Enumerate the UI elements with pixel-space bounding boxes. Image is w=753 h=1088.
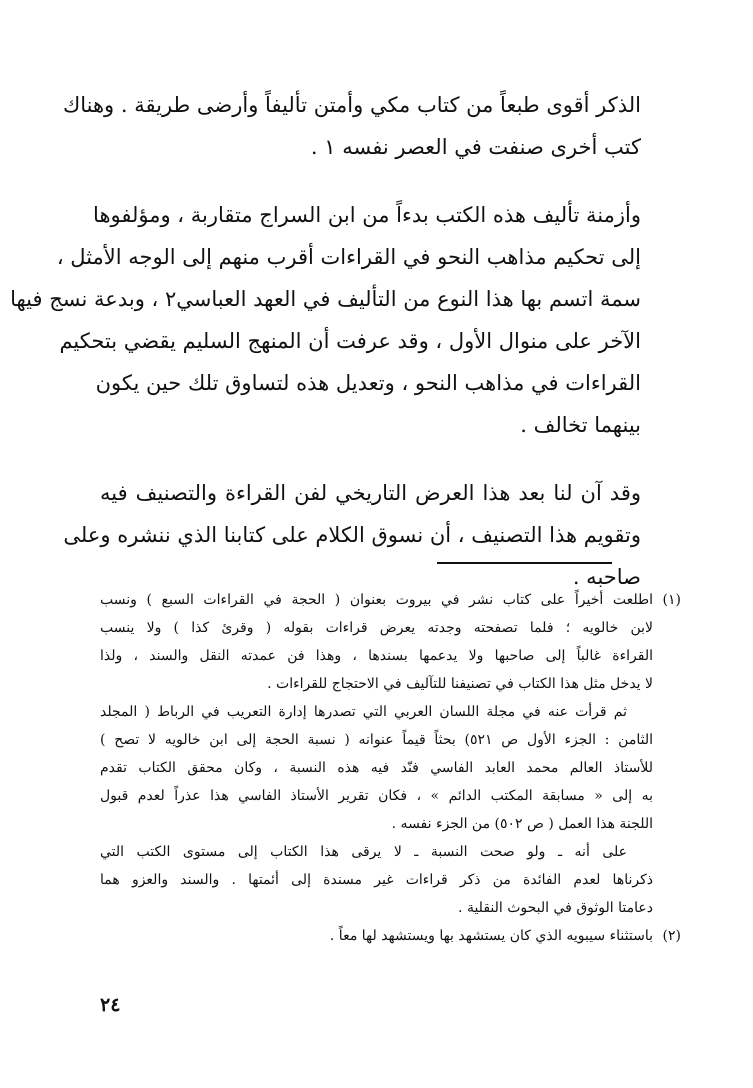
- footnote-line: به إلى « مسابقة المكتب الدائم » ، فكان تقرير الأستاذ الفاسي هذا عذراً لعدم قبول: [100, 788, 653, 804]
- footnote-line: على أنه ـ ولو صحت النسبة ـ لا يرقى هذا الكتاب إلى مستوى الكتب التي: [100, 844, 627, 860]
- footnote-line: اللجنة هذا العمل ( ص ٥٠٢) من الجزء نفسه .: [391, 816, 653, 832]
- footnote-line: اطلعت أخيراً على كتاب نشر في بيروت بعنوان ( الحجة في القراءات السبع ) ونسب: [100, 592, 653, 608]
- footnote-marker: (١): [662, 592, 681, 608]
- footnote-line: لا يدخل مثل هذا الكتاب في تصنيفنا للتآليف في الاحتجاج للقراءات .: [267, 676, 653, 692]
- footnote-line: ذكرناها لعدم الفائدة من ذكر قراءات غير مسندة إلى أئمتها . والسند والعزو هما: [100, 872, 653, 888]
- text-line: القراءات في مذاهب النحو ، وتعديل هذه لتساوق تلك حين يكون: [95, 371, 641, 395]
- text-line: إلى تحكيم مذاهب النحو في القراءات أقرب منهم إلى الوجه الأمثل ،: [56, 245, 641, 269]
- footnote-line: للأستاذ العالم محمد العابد الفاسي فنّد فيه هذه النسبة ، وكان محقق الكتاب تقدم: [100, 760, 653, 776]
- footnote-line: باستثناء سيبويه الذي كان يستشهد بها ويستشهد لها معاً .: [329, 928, 653, 944]
- text-line: وأزمنة تأليف هذه الكتب بدءاً من ابن السراج متقاربة ، ومؤلفوها: [93, 203, 641, 227]
- footnote-line: القراءة غالباً إلى صاحبها ولا يدعمها بسندها ، وهذا فن عمدته النقل والسند ، ولذا: [100, 648, 653, 664]
- footnotes: [100, 586, 681, 950]
- footnote-line: الثامن : الجزء الأول ص ٥٢١) بحثاً قيماً عنوانه ( نسبة الحجة إلى ابن خالويه لا تصح ): [100, 732, 653, 748]
- paragraph-1: [62, 84, 641, 168]
- footnote-line: ثم قرأت عنه في مجلة اللسان العربي التي تصدرها إدارة التعريب في الرباط ( المجلد: [100, 704, 627, 720]
- paragraph-2: [10, 194, 641, 446]
- paragraph-3: [63, 472, 641, 598]
- text-line: وتقويم هذا التصنيف ، أن نسوق الكلام على كتابنا الذي ننشره وعلى: [63, 523, 641, 547]
- footnote-line: دعامتا الوثوق في البحوث النقلية .: [458, 900, 653, 916]
- footnote-line: لابن خالويه ؛ فلما تصفحته وجدته يعرض قراءات بقوله ( وقرئ كذا ) ولا ينسب: [100, 620, 653, 636]
- text-line: سمة اتسم بها هذا النوع من التأليف في العهد العباسي٢ ، وبدعة نسج فيها: [10, 287, 641, 311]
- footnote-divider: [437, 562, 612, 564]
- text-line: الذكر أقوى طبعاً من كتاب مكي وأمتن تأليفاً وأرضى طريقة . وهناك: [62, 93, 641, 117]
- text-line: صاحبه .: [572, 565, 641, 589]
- text-line: وقد آن لنا بعد هذا العرض التاريخي لفن القراءة والتصنيف فيه: [100, 481, 641, 505]
- main-text: [10, 84, 641, 624]
- footnote-marker: (٢): [662, 928, 681, 944]
- text-line: بينهما تخالف .: [520, 413, 641, 437]
- footnote-1: [100, 586, 681, 922]
- page-number: ٢٤: [100, 994, 121, 1016]
- text-line: كتب أخرى صنفت في العصر نفسه ١ .: [310, 135, 641, 159]
- footnote-2: [100, 922, 681, 950]
- text-line: الآخر على منوال الأول ، وقد عرفت أن المنهج السليم يقضي بتحكيم: [59, 329, 641, 353]
